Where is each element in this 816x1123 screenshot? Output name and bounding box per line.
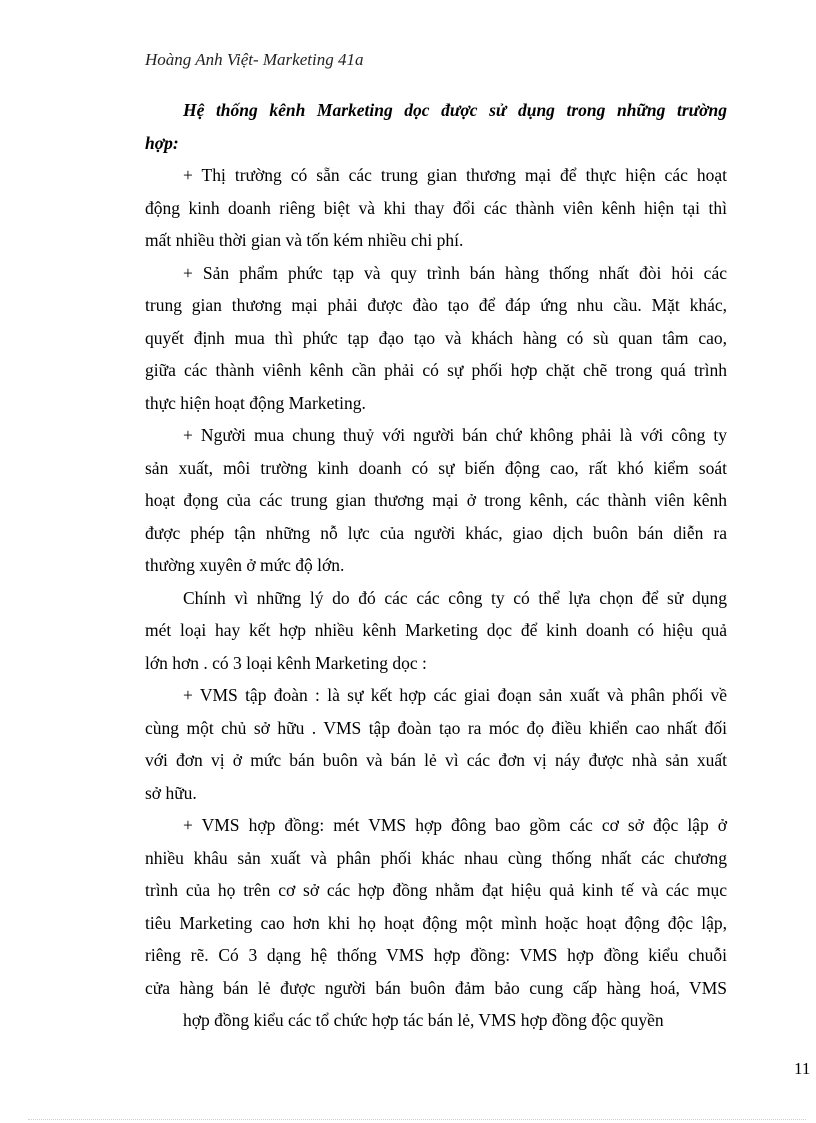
text-line: trình của họ trên cơ sở các hợp đồng nhằm đạt hiệu quả kinh tế và các mục bbox=[145, 880, 727, 900]
text-line: thực hiện hoạt động Marketing. bbox=[145, 392, 366, 413]
heading-line: Hệ thống kênh Marketing dọc được sử dụng trong những trường bbox=[183, 100, 727, 120]
text-line: sở hữu. bbox=[145, 782, 197, 803]
text-line: lớn hơn . có 3 loại kênh Marketing dọc : bbox=[145, 652, 427, 673]
text-line: + Sản phẩm phức tạp và quy trình bán hàng thống nhất đòi hỏi các bbox=[183, 262, 727, 283]
text-line: + Người mua chung thuỷ với người bán chứ không phải là với công ty bbox=[183, 425, 727, 445]
text-line: quyết định mua thì phức tạp đạo tạo và khách hàng có sù quan tâm cao, bbox=[145, 327, 727, 348]
text-line: + Thị trường có sẵn các trung gian thương mại để thực hiện các hoạt bbox=[183, 165, 727, 185]
text-line: mét loại hay kết hợp nhiều kênh Marketing dọc để kinh doanh có hiệu quả bbox=[145, 620, 727, 640]
text-line: + VMS tập đoàn : là sự kết hợp các giai đoạn sản xuất và phân phối về bbox=[183, 685, 727, 705]
text-line: giữa các thành viênh kênh cần phải có sự phối hợp chặt chẽ trong quá trình bbox=[145, 360, 727, 380]
text-line: sản xuất, môi trường kinh doanh có sự biến động cao, rất khó kiểm soát bbox=[145, 457, 727, 478]
text-line: Chính vì những lý do đó các các công ty có thể lựa chọn để sử dụng bbox=[183, 587, 727, 608]
text-line: tiêu Marketing cao hơn khi họ hoạt động một mình hoặc hoạt động độc lập, bbox=[145, 912, 727, 933]
text-line: với đơn vị ở mức bán buôn và bán lẻ vì các đơn vị náy được nhà sản xuất bbox=[145, 750, 727, 770]
text-line: hoạt đọng của các trung gian thương mại ở trong kênh, các thành viên kênh bbox=[145, 490, 727, 510]
heading-line: hợp: bbox=[145, 132, 179, 153]
text-line: cửa hàng bán lẻ được người bán buôn đảm bảo cung cấp hàng hoá, VMS bbox=[145, 977, 727, 998]
text-line: + VMS hợp đồng: mét VMS hợp đông bao gồm các cơ sở độc lập ở bbox=[183, 815, 727, 835]
text-line: hợp đồng kiểu các tổ chức hợp tác bán lẻ, VMS hợp đồng độc quyền bbox=[183, 1010, 664, 1030]
text-line: riêng rẽ. Có 3 dạng hệ thống VMS hợp đồng: VMS hợp đồng kiểu chuỗi bbox=[145, 945, 727, 965]
page-bottom-divider bbox=[28, 1119, 806, 1120]
text-line: trung gian thương mại phải được đào tạo để đáp ứng nhu cầu. Mặt khác, bbox=[145, 295, 727, 315]
page-header: Hoàng Anh Việt- Marketing 41a bbox=[145, 50, 364, 69]
text-line: được phép tận những nỗ lực của người khác, giao dịch buôn bán diễn ra bbox=[145, 522, 727, 543]
page-number: 11 bbox=[794, 1059, 811, 1078]
body-text bbox=[145, 94, 727, 1037]
text-line: cùng một chủ sở hữu . VMS tập đoàn tạo ra móc đọ điều khiển cao nhất đối bbox=[145, 717, 727, 738]
text-line: mất nhiều thời gian và tốn kém nhiều chi phí. bbox=[145, 230, 464, 250]
text-line: nhiều khâu sản xuất và phân phối khác nhau cùng thống nhất các chương bbox=[145, 847, 727, 868]
text-line: động kinh doanh riêng biệt và khi thay đổi các thành viên kênh hiện tại thì bbox=[145, 197, 727, 218]
text-line: thường xuyên ở mức độ lớn. bbox=[145, 555, 345, 575]
